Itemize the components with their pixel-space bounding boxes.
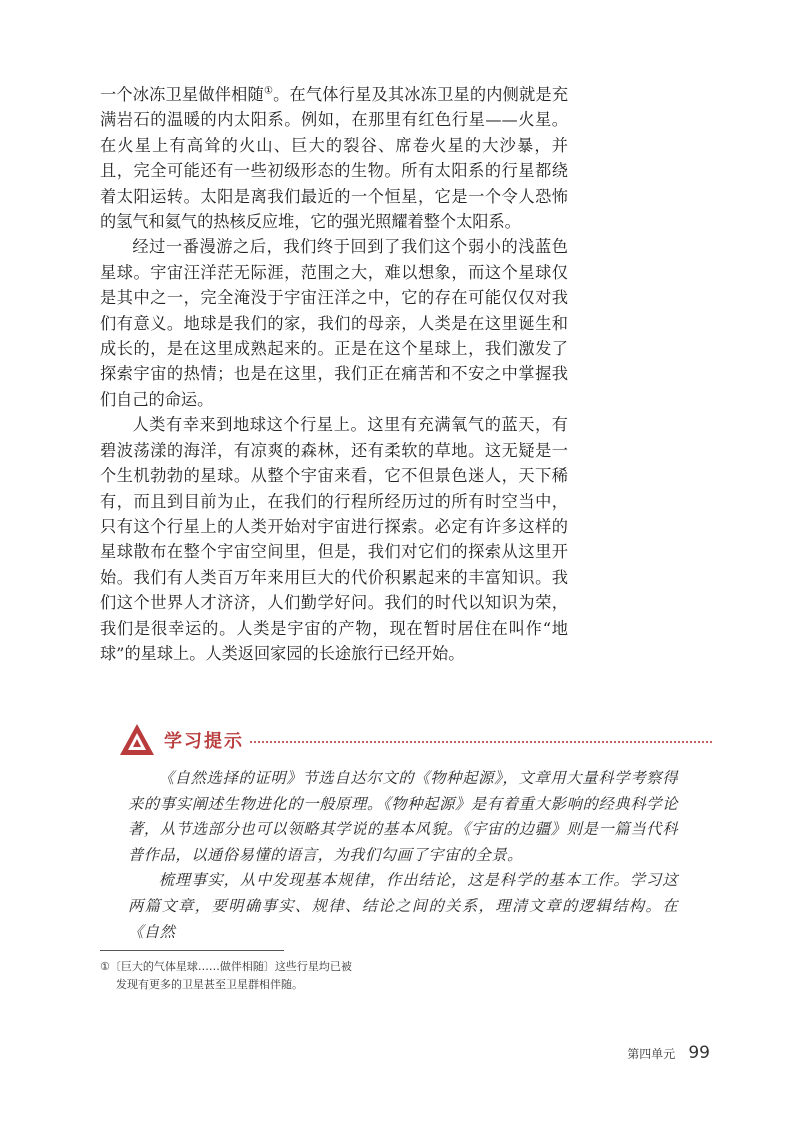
paragraph-1-rest: 。在气体行星及其冰冻卫星的内侧就是充满岩石的温暖的内太阳系。例如，在那里有红色行星——火星。在火星上有高耸的火山、巨大的裂谷、席卷火星的大沙暴，并且，完全可能还有一些初级形态的生物。所有太阳系的行星都绕着太阳运转。太阳是离我们最近的一个恒星，它是一个令人恐怖的氢气和氦气的热核反应堆，它的强光照耀着整个太阳系。 [100, 85, 569, 232]
unit-label: 第四单元 [627, 1047, 676, 1061]
page-number: 99 [688, 1043, 710, 1063]
study-tips-body [128, 766, 678, 945]
footnote-line-1: ①〔巨大的气体星球……做伴相随〕这些行星均已被 [100, 960, 352, 973]
paragraph-1-start: 一个冰冻卫星做伴相随 [100, 85, 264, 104]
footnote-line-2: 发现有更多的卫星甚至卫星群相伴随。 [116, 978, 303, 991]
paragraph-2: 经过一番漫游之后，我们终于回到了我们这个弱小的浅蓝色星球。宇宙汪洋茫无际涯，范围之大，难以想象，而这个星球仅是其中之一，完全淹没于宇宙汪洋之中，它的存在可能仅仅对我们有意义。地球是我们的家，我们的母亲，人类是在这里诞生和成长的，是在这里成熟起来的。正是在这个星球上，我们激发了探索宇宙的热情；也是在这里，我们正在痛苦和不安之中掌握我们自己的命运。 [100, 237, 568, 409]
study-tips-paragraph-1: 《自然选择的证明》节选自达尔文的《物种起源》，文章用大量科学考察得来的事实阐述生物进化的一般原理。《物种起源》是有着重大影响的经典科学论著，从节选部分也可以领略其学说的基本风貌。《宇宙的边疆》则是一篇当代科普作品，以通俗易懂的语言，为我们勾画了宇宙的全景。 [128, 769, 678, 864]
footnote-divider [100, 950, 284, 951]
footnote [100, 958, 420, 994]
paragraph-3: 人类有幸来到地球这个行星上。这里有充满氧气的蓝天，有碧波荡漾的海洋，有凉爽的森林，还有柔软的草地。这无疑是一个生机勃勃的星球。从整个宇宙来看，它不但景色迷人，天下稀有，而且到目前为止，在我们的行程所经历过的所有时空当中，只有这个行星上的人类开始对宇宙进行探索。必定有许多这样的星球散布在整个宇宙空间里，但是，我们对它们的探索从这里开始。我们有人类百万年来用巨大的代价积累起来的丰富知识。我们这个世界人才济济，人们勤学好问。我们的时代以知识为荣，我们是很幸运的。人类是宇宙的产物，现在暂时居住在叫作“地球”的星球上。人类返回家园的长途旅行已经开始。 [100, 415, 568, 663]
study-tips-paragraph-2: 梳理事实，从中发现基本规律，作出结论，这是科学的基本工作。学习这两篇文章，要明确事实、规律、结论之间的关系，理清文章的逻辑结构。在《自然 [128, 871, 678, 941]
study-tips-logo-icon [118, 722, 156, 758]
study-tips-header [118, 722, 710, 758]
page-footer [627, 1043, 710, 1063]
study-tips-title: 学习提示 [164, 731, 244, 752]
main-text [100, 82, 568, 666]
dotted-divider [250, 741, 712, 743]
footnote-reference[interactable]: ① [263, 85, 274, 97]
paragraph-1 [100, 82, 568, 234]
